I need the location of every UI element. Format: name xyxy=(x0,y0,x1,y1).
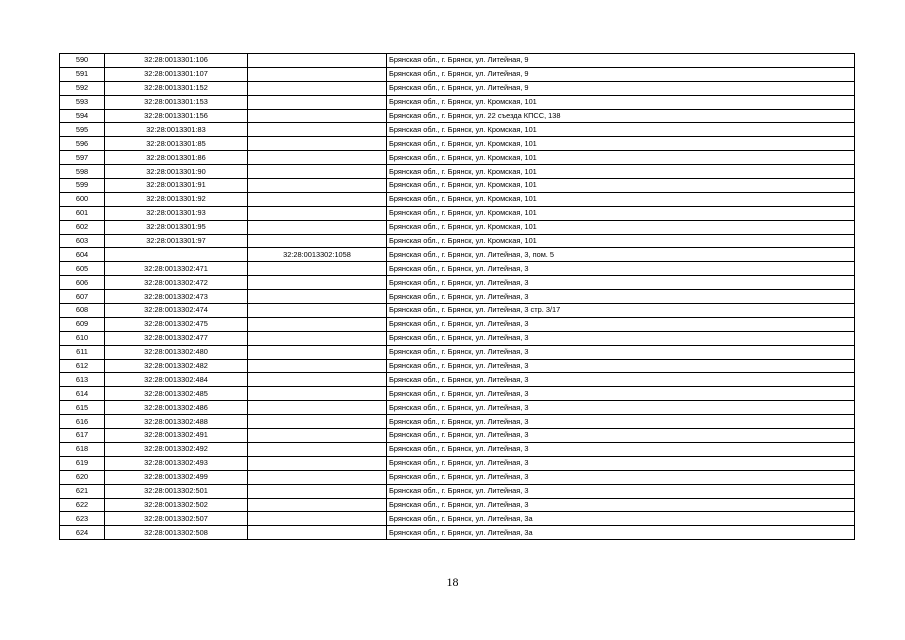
address-cell: Брянская обл., г. Брянск, ул. Кромская, 101 xyxy=(387,151,855,165)
address-cell: Брянская обл., г. Брянск, ул. Литейная, 3 xyxy=(387,442,855,456)
premises-cadastral-number-cell xyxy=(248,54,387,68)
cadastral-number-cell: 32:28:0013301:85 xyxy=(105,137,248,151)
address-cell: Брянская обл., г. Брянск, ул. Литейная, 3 xyxy=(387,359,855,373)
cadastral-number-cell: 32:28:0013302:484 xyxy=(105,373,248,387)
row-number-cell: 605 xyxy=(60,262,105,276)
premises-cadastral-number-cell xyxy=(248,331,387,345)
cadastral-number-cell: 32:28:0013301:95 xyxy=(105,220,248,234)
table-row xyxy=(60,179,855,193)
address-cell: Брянская обл., г. Брянск, ул. Кромская, 101 xyxy=(387,165,855,179)
table-row xyxy=(60,512,855,526)
table-row xyxy=(60,442,855,456)
premises-cadastral-number-cell xyxy=(248,67,387,81)
table-row xyxy=(60,345,855,359)
address-cell: Брянская обл., г. Брянск, ул. Литейная, 3 xyxy=(387,498,855,512)
table-row xyxy=(60,137,855,151)
address-cell: Брянская обл., г. Брянск, ул. Литейная, 3 xyxy=(387,429,855,443)
table-row xyxy=(60,331,855,345)
table-body xyxy=(60,54,855,540)
premises-cadastral-number-cell xyxy=(248,192,387,206)
row-number-cell: 613 xyxy=(60,373,105,387)
premises-cadastral-number-cell xyxy=(248,345,387,359)
row-number-cell: 593 xyxy=(60,95,105,109)
row-number-cell: 607 xyxy=(60,290,105,304)
premises-cadastral-number-cell xyxy=(248,179,387,193)
cadastral-number-cell: 32:28:0013302:473 xyxy=(105,290,248,304)
address-cell: Брянская обл., г. Брянск, ул. Литейная, 3 xyxy=(387,317,855,331)
premises-cadastral-number-cell: 32:28:0013302:1058 xyxy=(248,248,387,262)
address-cell: Брянская обл., г. Брянск, ул. Кромская, 101 xyxy=(387,206,855,220)
cadastral-number-cell: 32:28:0013302:477 xyxy=(105,331,248,345)
row-number-cell: 599 xyxy=(60,179,105,193)
table-row xyxy=(60,248,855,262)
address-cell: Брянская обл., г. Брянск, ул. Литейная, 3, пом. 5 xyxy=(387,248,855,262)
table-row xyxy=(60,220,855,234)
address-cell: Брянская обл., г. Брянск, ул. Литейная, 3а xyxy=(387,512,855,526)
row-number-cell: 620 xyxy=(60,470,105,484)
table-row xyxy=(60,456,855,470)
table-row xyxy=(60,276,855,290)
property-register-table xyxy=(59,53,855,540)
cadastral-number-cell: 32:28:0013301:106 xyxy=(105,54,248,68)
premises-cadastral-number-cell xyxy=(248,290,387,304)
table-row xyxy=(60,81,855,95)
address-cell: Брянская обл., г. Брянск, ул. Литейная, 9 xyxy=(387,54,855,68)
cadastral-number-cell: 32:28:0013302:507 xyxy=(105,512,248,526)
premises-cadastral-number-cell xyxy=(248,429,387,443)
premises-cadastral-number-cell xyxy=(248,415,387,429)
table-row xyxy=(60,67,855,81)
row-number-cell: 590 xyxy=(60,54,105,68)
table-row xyxy=(60,429,855,443)
address-cell: Брянская обл., г. Брянск, ул. Литейная, 3 xyxy=(387,387,855,401)
row-number-cell: 595 xyxy=(60,123,105,137)
address-cell: Брянская обл., г. Брянск, ул. Литейная, 3 стр. 3/17 xyxy=(387,304,855,318)
cadastral-number-cell: 32:28:0013301:83 xyxy=(105,123,248,137)
premises-cadastral-number-cell xyxy=(248,165,387,179)
row-number-cell: 610 xyxy=(60,331,105,345)
address-cell: Брянская обл., г. Брянск, ул. Кромская, 101 xyxy=(387,220,855,234)
premises-cadastral-number-cell xyxy=(248,317,387,331)
row-number-cell: 606 xyxy=(60,276,105,290)
address-cell: Брянская обл., г. Брянск, ул. Кромская, 101 xyxy=(387,95,855,109)
premises-cadastral-number-cell xyxy=(248,512,387,526)
row-number-cell: 592 xyxy=(60,81,105,95)
table-row xyxy=(60,206,855,220)
row-number-cell: 622 xyxy=(60,498,105,512)
address-cell: Брянская обл., г. Брянск, ул. Кромская, 101 xyxy=(387,123,855,137)
cadastral-number-cell: 32:28:0013301:93 xyxy=(105,206,248,220)
row-number-cell: 601 xyxy=(60,206,105,220)
premises-cadastral-number-cell xyxy=(248,234,387,248)
row-number-cell: 591 xyxy=(60,67,105,81)
table-row xyxy=(60,317,855,331)
row-number-cell: 615 xyxy=(60,401,105,415)
cadastral-number-cell: 32:28:0013302:471 xyxy=(105,262,248,276)
address-cell: Брянская обл., г. Брянск, ул. Кромская, 101 xyxy=(387,192,855,206)
premises-cadastral-number-cell xyxy=(248,262,387,276)
row-number-cell: 624 xyxy=(60,526,105,540)
table-row xyxy=(60,290,855,304)
table-row xyxy=(60,151,855,165)
cadastral-number-cell: 32:28:0013301:152 xyxy=(105,81,248,95)
table-row xyxy=(60,526,855,540)
cadastral-number-cell xyxy=(105,248,248,262)
row-number-cell: 600 xyxy=(60,192,105,206)
premises-cadastral-number-cell xyxy=(248,123,387,137)
cadastral-number-cell: 32:28:0013302:502 xyxy=(105,498,248,512)
row-number-cell: 623 xyxy=(60,512,105,526)
table-row xyxy=(60,359,855,373)
address-cell: Брянская обл., г. Брянск, ул. Литейная, 3 xyxy=(387,331,855,345)
row-number-cell: 618 xyxy=(60,442,105,456)
table-row xyxy=(60,95,855,109)
row-number-cell: 621 xyxy=(60,484,105,498)
address-cell: Брянская обл., г. Брянск, ул. Литейная, 3 xyxy=(387,276,855,290)
cadastral-number-cell: 32:28:0013301:86 xyxy=(105,151,248,165)
address-cell: Брянская обл., г. Брянск, ул. Литейная, 9 xyxy=(387,81,855,95)
premises-cadastral-number-cell xyxy=(248,220,387,234)
row-number-cell: 616 xyxy=(60,415,105,429)
address-cell: Брянская обл., г. Брянск, ул. Кромская, 101 xyxy=(387,179,855,193)
address-cell: Брянская обл., г. Брянск, ул. Литейная, 9 xyxy=(387,67,855,81)
address-cell: Брянская обл., г. Брянск, ул. Литейная, 3 xyxy=(387,470,855,484)
row-number-cell: 609 xyxy=(60,317,105,331)
premises-cadastral-number-cell xyxy=(248,109,387,123)
cadastral-number-cell: 32:28:0013302:508 xyxy=(105,526,248,540)
premises-cadastral-number-cell xyxy=(248,95,387,109)
address-cell: Брянская обл., г. Брянск, ул. Литейная, 3 xyxy=(387,262,855,276)
cadastral-number-cell: 32:28:0013302:501 xyxy=(105,484,248,498)
premises-cadastral-number-cell xyxy=(248,484,387,498)
cadastral-number-cell: 32:28:0013301:156 xyxy=(105,109,248,123)
premises-cadastral-number-cell xyxy=(248,442,387,456)
row-number-cell: 604 xyxy=(60,248,105,262)
premises-cadastral-number-cell xyxy=(248,526,387,540)
premises-cadastral-number-cell xyxy=(248,206,387,220)
table-row xyxy=(60,109,855,123)
row-number-cell: 603 xyxy=(60,234,105,248)
table-row xyxy=(60,54,855,68)
table-row xyxy=(60,484,855,498)
address-cell: Брянская обл., г. Брянск, ул. Кромская, 101 xyxy=(387,137,855,151)
premises-cadastral-number-cell xyxy=(248,387,387,401)
row-number-cell: 602 xyxy=(60,220,105,234)
address-cell: Брянская обл., г. Брянск, ул. Литейная, 3 xyxy=(387,456,855,470)
cadastral-number-cell: 32:28:0013301:90 xyxy=(105,165,248,179)
cadastral-number-cell: 32:28:0013302:488 xyxy=(105,415,248,429)
cadastral-number-cell: 32:28:0013301:92 xyxy=(105,192,248,206)
cadastral-number-cell: 32:28:0013302:491 xyxy=(105,429,248,443)
cadastral-number-cell: 32:28:0013301:153 xyxy=(105,95,248,109)
table-row xyxy=(60,415,855,429)
premises-cadastral-number-cell xyxy=(248,401,387,415)
address-cell: Брянская обл., г. Брянск, ул. Кромская, 101 xyxy=(387,234,855,248)
table-row xyxy=(60,262,855,276)
premises-cadastral-number-cell xyxy=(248,470,387,484)
cadastral-number-cell: 32:28:0013302:472 xyxy=(105,276,248,290)
cadastral-number-cell: 32:28:0013302:486 xyxy=(105,401,248,415)
table-row xyxy=(60,387,855,401)
cadastral-number-cell: 32:28:0013302:492 xyxy=(105,442,248,456)
row-number-cell: 594 xyxy=(60,109,105,123)
row-number-cell: 617 xyxy=(60,429,105,443)
premises-cadastral-number-cell xyxy=(248,498,387,512)
premises-cadastral-number-cell xyxy=(248,81,387,95)
cadastral-number-cell: 32:28:0013302:482 xyxy=(105,359,248,373)
address-cell: Брянская обл., г. Брянск, ул. Литейная, 3 xyxy=(387,401,855,415)
table-row xyxy=(60,192,855,206)
table-row xyxy=(60,165,855,179)
table-row xyxy=(60,470,855,484)
cadastral-number-cell: 32:28:0013302:480 xyxy=(105,345,248,359)
table-row xyxy=(60,373,855,387)
row-number-cell: 597 xyxy=(60,151,105,165)
row-number-cell: 611 xyxy=(60,345,105,359)
address-cell: Брянская обл., г. Брянск, ул. Литейная, 3а xyxy=(387,526,855,540)
premises-cadastral-number-cell xyxy=(248,456,387,470)
premises-cadastral-number-cell xyxy=(248,304,387,318)
premises-cadastral-number-cell xyxy=(248,276,387,290)
table-row xyxy=(60,498,855,512)
cadastral-number-cell: 32:28:0013301:107 xyxy=(105,67,248,81)
cadastral-number-cell: 32:28:0013301:91 xyxy=(105,179,248,193)
cadastral-number-cell: 32:28:0013302:499 xyxy=(105,470,248,484)
row-number-cell: 608 xyxy=(60,304,105,318)
table-row xyxy=(60,123,855,137)
table-row xyxy=(60,304,855,318)
table-row xyxy=(60,401,855,415)
table-row xyxy=(60,234,855,248)
row-number-cell: 614 xyxy=(60,387,105,401)
address-cell: Брянская обл., г. Брянск, ул. Литейная, 3 xyxy=(387,290,855,304)
page-number: 18 xyxy=(446,575,459,589)
cadastral-number-cell: 32:28:0013302:475 xyxy=(105,317,248,331)
cadastral-number-cell: 32:28:0013302:474 xyxy=(105,304,248,318)
row-number-cell: 612 xyxy=(60,359,105,373)
address-cell: Брянская обл., г. Брянск, ул. Литейная, 3 xyxy=(387,345,855,359)
address-cell: Брянская обл., г. Брянск, ул. Литейная, 3 xyxy=(387,373,855,387)
row-number-cell: 598 xyxy=(60,165,105,179)
address-cell: Брянская обл., г. Брянск, ул. Литейная, 3 xyxy=(387,484,855,498)
address-cell: Брянская обл., г. Брянск, ул. Литейная, 3 xyxy=(387,415,855,429)
row-number-cell: 619 xyxy=(60,456,105,470)
row-number-cell: 596 xyxy=(60,137,105,151)
premises-cadastral-number-cell xyxy=(248,373,387,387)
address-cell: Брянская обл., г. Брянск, ул. 22 съезда КПСС, 138 xyxy=(387,109,855,123)
cadastral-number-cell: 32:28:0013301:97 xyxy=(105,234,248,248)
premises-cadastral-number-cell xyxy=(248,359,387,373)
premises-cadastral-number-cell xyxy=(248,137,387,151)
cadastral-number-cell: 32:28:0013302:493 xyxy=(105,456,248,470)
premises-cadastral-number-cell xyxy=(248,151,387,165)
cadastral-number-cell: 32:28:0013302:485 xyxy=(105,387,248,401)
